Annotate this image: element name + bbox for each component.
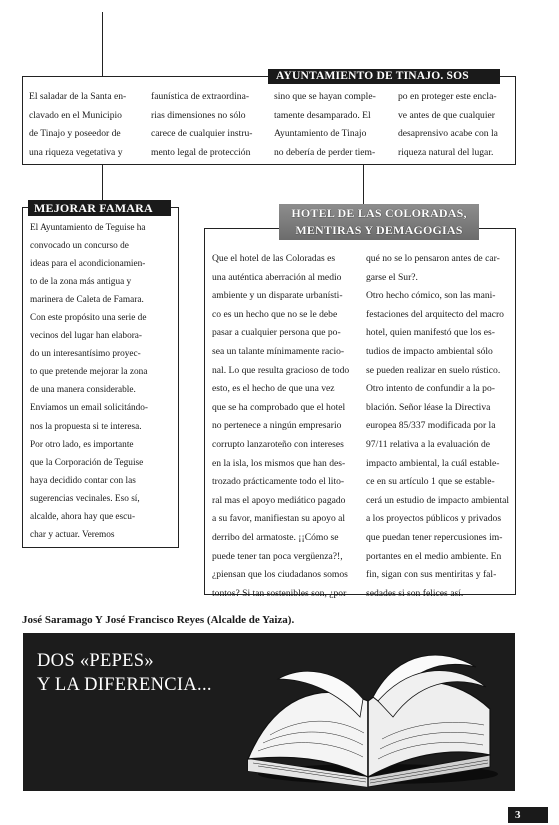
article-tinajo-column-4: po en proteger este encla- ve antes de que cualquier desaprensivo acabe con la riqueza natural del lugar. xyxy=(398,91,498,158)
article-famara-heading: MEJORAR FAMARA xyxy=(28,200,171,216)
article-tinajo-box xyxy=(22,76,516,165)
open-book-icon xyxy=(228,639,513,787)
article-coloradas-box xyxy=(204,228,516,599)
banner-title: DOS «PEPES» Y LA DIFERENCIA... xyxy=(37,651,212,695)
article-coloradas-heading: HOTEL DE LAS COLORADAS, MENTIRAS Y DEMAGOGIAS xyxy=(279,204,479,240)
photo-caption: José Saramago Y José Francisco Reyes (Alcalde de Yaiza). xyxy=(22,614,295,626)
article-tinajo-column-2: faunística de extraordina- rias dimensiones no sólo carece de cualquier instru- mento legal de protección xyxy=(151,91,253,158)
article-famara-box xyxy=(22,207,179,548)
connector-line-top xyxy=(102,12,103,76)
article-coloradas-column-1: Que el hotel de las Coloradas es una auténtica aberración al medio ambiente y un disparate urbanísti- co es un hecho que no se le debe pasar a cualquier persona que po- sea un talante mínimamente racio- nal. Lo que resulta gracioso de todo esto, es el hecho de que una vez que se ha comprobado que el hotel no pertenece a ningún empresario corrupto lanzaroteño con intereses en la isla, los mismos que han des- trozado prácticamente todo el lito- ral mas el apoyo mediático pagado a su favor, manifiestan su apoyo al derribo del armatoste. ¡¡Cómo se puede tener tan poca vergüenza?!, ¿piensan que los ciudadanos somos tontos? Si tan sostenibles son, ¿por xyxy=(212,253,350,599)
feature-banner xyxy=(23,633,515,791)
article-coloradas-column-2: qué no se lo pensaron antes de car- garse el Sur?. Otro hecho cómico, son las mani- festaciones del arquitecto del macro hotel, quien manifestó que los es- tudios de impacto ambiental sólo se pueden realizar en suelo rústico. Otro intento de confundir a la po- blación. Señor léase la Directiva europea 85/337 modificada por la 97/11 relativa a la evaluación de impacto ambiental, la cuál estable- ce en su artículo 1 que se estable- cerá un estudio de impacto ambiental a los proyectos públicos y privados que puedan tener repercusiones im- portantes en el medio ambiente. En fin, sigan con sus mentiritas y fal- sedades si son felices así. xyxy=(366,253,510,599)
connector-line-mid xyxy=(102,164,103,204)
page-number: 3 xyxy=(508,807,548,823)
article-famara-body: El Ayuntamiento de Teguise ha convocado un concurso de ideas para el acondicionamien- to de la zona más antigua y marinera de Caleta de Famara. Con este propósito una serie de vecinos del lugar han elabora- do un interesantísimo proyec- to que pretende mejorar la zona de una manera considerable. Enviamos un email solicitándo- nos la propuesta si te interesa. Por otro lado, es importante que la Corporación de Teguise haya decidido contar con las sugerencias vecinales. Eso sí, alcalde, ahora hay que escu- char y actuar. Veremos xyxy=(30,223,148,540)
article-tinajo-column-3: sino que se hayan comple- tamente desamparado. El Ayuntamiento de Tinajo no debería de perder tiem- xyxy=(274,91,376,158)
article-tinajo-column-1: El saladar de la Santa en- clavado en el Municipio de Tinajo y poseedor de una riqueza vegetativa y xyxy=(29,91,127,158)
article-tinajo-heading: AYUNTAMIENTO DE TINAJO. SOS xyxy=(268,69,500,84)
